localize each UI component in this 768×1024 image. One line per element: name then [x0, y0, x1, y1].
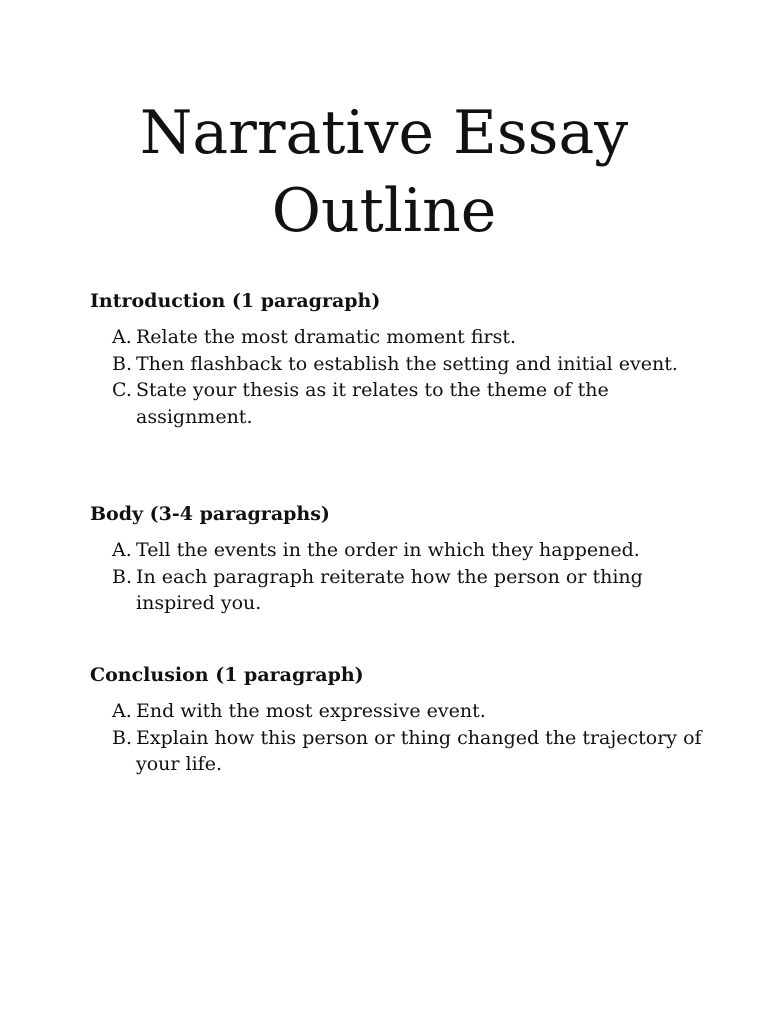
list-marker: C.	[112, 379, 132, 401]
outline-list	[90, 698, 710, 778]
list-item	[90, 698, 710, 725]
outline-list	[90, 324, 710, 430]
outline-list	[90, 537, 710, 617]
list-item-text: Explain how this person or thing changed the trajectory of your life.	[136, 726, 702, 775]
list-marker: A.	[112, 326, 132, 348]
list-marker: B.	[112, 726, 133, 749]
list-marker: A.	[112, 700, 132, 722]
list-item-text: In each paragraph reiterate how the person or thing inspired you.	[136, 565, 643, 614]
list-item	[90, 537, 710, 564]
list-marker: B.	[112, 352, 133, 375]
section-conclusion	[90, 662, 710, 778]
list-item-text: State your thesis as it relates to the theme of the assignment.	[136, 379, 609, 428]
list-item	[90, 725, 710, 778]
page-title	[0, 94, 768, 250]
section-heading: Conclusion (1 paragraph)	[90, 664, 364, 686]
list-item	[90, 351, 710, 378]
list-item-text: Tell the events in the order in which they happened.	[136, 539, 640, 561]
list-marker: A.	[112, 539, 132, 561]
list-item	[90, 324, 710, 351]
section-introduction	[90, 288, 710, 430]
list-item	[90, 377, 710, 430]
list-item	[90, 564, 710, 617]
list-marker: B.	[112, 565, 133, 588]
title-line-2: Outline	[271, 176, 497, 246]
section-heading: Body (3-4 paragraphs)	[90, 503, 330, 525]
section-heading: Introduction (1 paragraph)	[90, 290, 381, 312]
list-item-text: End with the most expressive event.	[136, 700, 486, 722]
list-item-text: Then flashback to establish the setting and initial event.	[136, 352, 678, 375]
list-item-text: Relate the most dramatic moment first.	[136, 326, 517, 348]
title-line-1: Narrative Essay	[139, 98, 629, 168]
section-body	[90, 501, 710, 617]
